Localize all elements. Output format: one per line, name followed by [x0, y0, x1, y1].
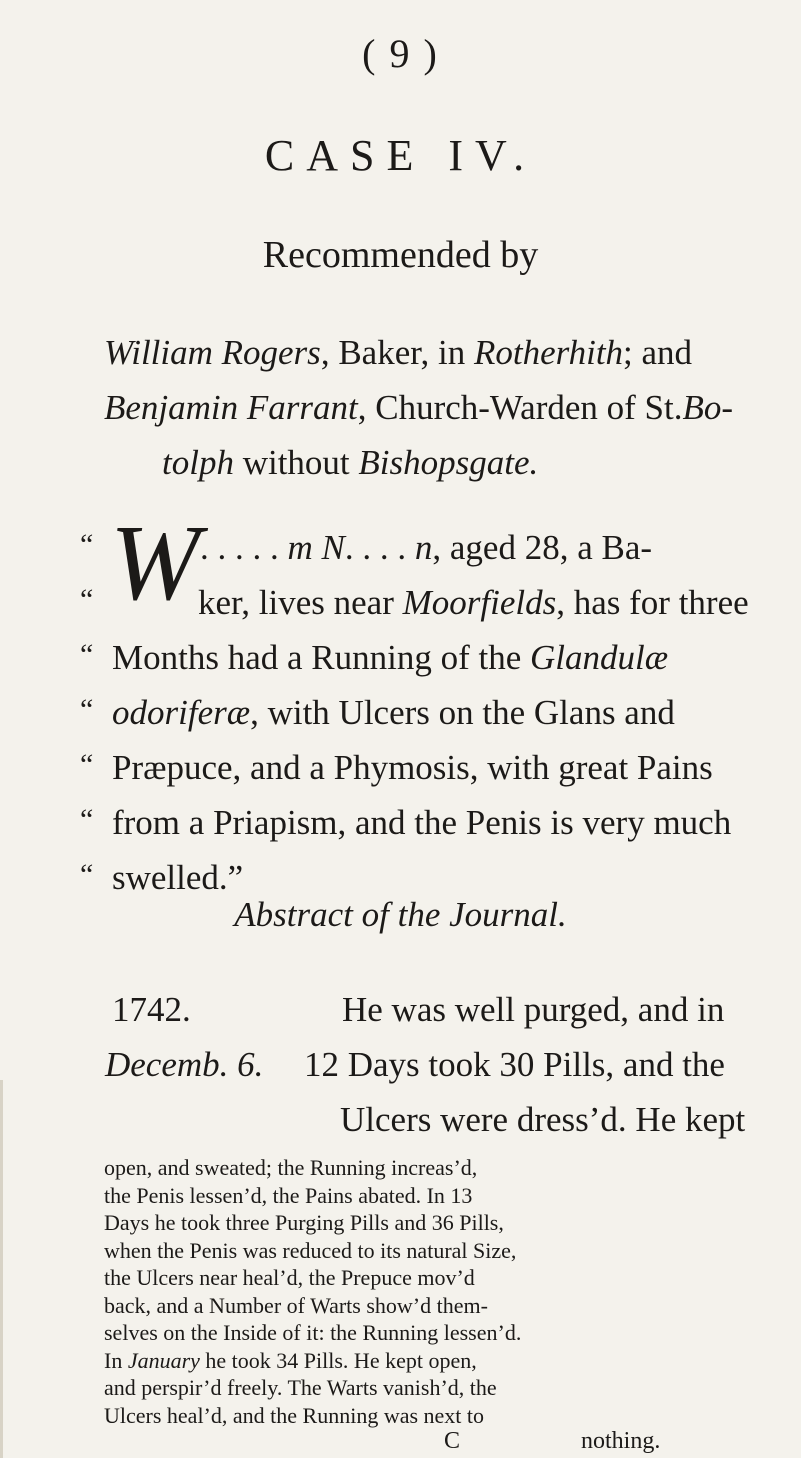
- journal-line-4: open, and sweated; the Running increas’d,: [104, 1155, 478, 1180]
- case-line-6: from a Priapism, and the Penis is very much: [112, 803, 732, 842]
- journal-date: Decemb. 6.: [105, 1045, 264, 1084]
- journal-line-1: He was well purged, and in: [342, 990, 725, 1029]
- case-line-7: swelled.”: [112, 858, 244, 897]
- case-line-3: Months had a Running of the Glandulæ: [112, 638, 669, 677]
- quote-mark: “: [80, 583, 94, 616]
- page-number: ( 9 ): [362, 31, 439, 76]
- recommendation-line-3: tolph without Bishopsgate.: [162, 443, 539, 482]
- recommended-by-line: Recommended by: [262, 234, 539, 276]
- quote-mark: “: [80, 803, 94, 836]
- journal-line-6: Days he took three Purging Pills and 36 Pills,: [104, 1210, 504, 1235]
- quote-mark: “: [80, 638, 94, 671]
- journal-line-8: the Ulcers near heal’d, the Prepuce mov’d: [104, 1265, 475, 1290]
- journal-line-3: Ulcers were dress’d. He kept: [340, 1100, 746, 1139]
- catchword: nothing.: [581, 1428, 661, 1454]
- quote-mark: “: [80, 748, 94, 781]
- recommendation-line-2: Benjamin Farrant, Church-Warden of St.Bo-: [104, 388, 734, 427]
- case-line-1: . . . . . m N. . . . n, aged 28, a Ba-: [200, 528, 653, 567]
- journal-line-2: 12 Days took 30 Pills, and the: [304, 1045, 725, 1084]
- journal-line-10: selves on the Inside of it: the Running lessen’d.: [104, 1320, 522, 1345]
- journal-line-7: when the Penis was reduced to its natural Size,: [104, 1237, 517, 1263]
- journal-year: 1742.: [112, 990, 191, 1029]
- case-line-4: odoriferæ, with Ulcers on the Glans and: [112, 693, 675, 732]
- quote-mark: “: [80, 528, 94, 561]
- journal-line-13: Ulcers heal’d, and the Running was next to: [104, 1402, 485, 1428]
- drop-cap: W: [110, 504, 200, 623]
- recommendation-line-1: William Rogers, Baker, in Rotherhith; and: [104, 333, 693, 372]
- recommender-name-1: William Rogers: [104, 333, 321, 372]
- journal-line-5: the Penis lessen’d, the Pains abated. In 13: [104, 1182, 473, 1208]
- journal-line-12: and perspir’d freely. The Warts vanish’d, the: [104, 1375, 497, 1400]
- place-rotherhith: Rotherhith: [473, 333, 624, 372]
- page-edge-shadow: [0, 1080, 3, 1458]
- journal-line-9: back, and a Number of Warts show’d them-: [104, 1292, 488, 1318]
- case-heading: CASE IV.: [264, 131, 537, 180]
- recommender-name-2: Benjamin Farrant: [104, 388, 358, 427]
- journal-line-11: In January he took 34 Pills. He kept open,: [104, 1347, 477, 1373]
- signature-mark: C: [444, 1428, 461, 1454]
- case-line-5: Præpuce, and a Phymosis, with great Pains: [112, 748, 713, 787]
- quote-mark: “: [80, 858, 94, 891]
- case-line-2: ker, lives near Moorfields, has for three: [198, 583, 749, 622]
- quote-mark: “: [80, 693, 94, 726]
- abstract-title: Abstract of the Journal.: [234, 895, 567, 934]
